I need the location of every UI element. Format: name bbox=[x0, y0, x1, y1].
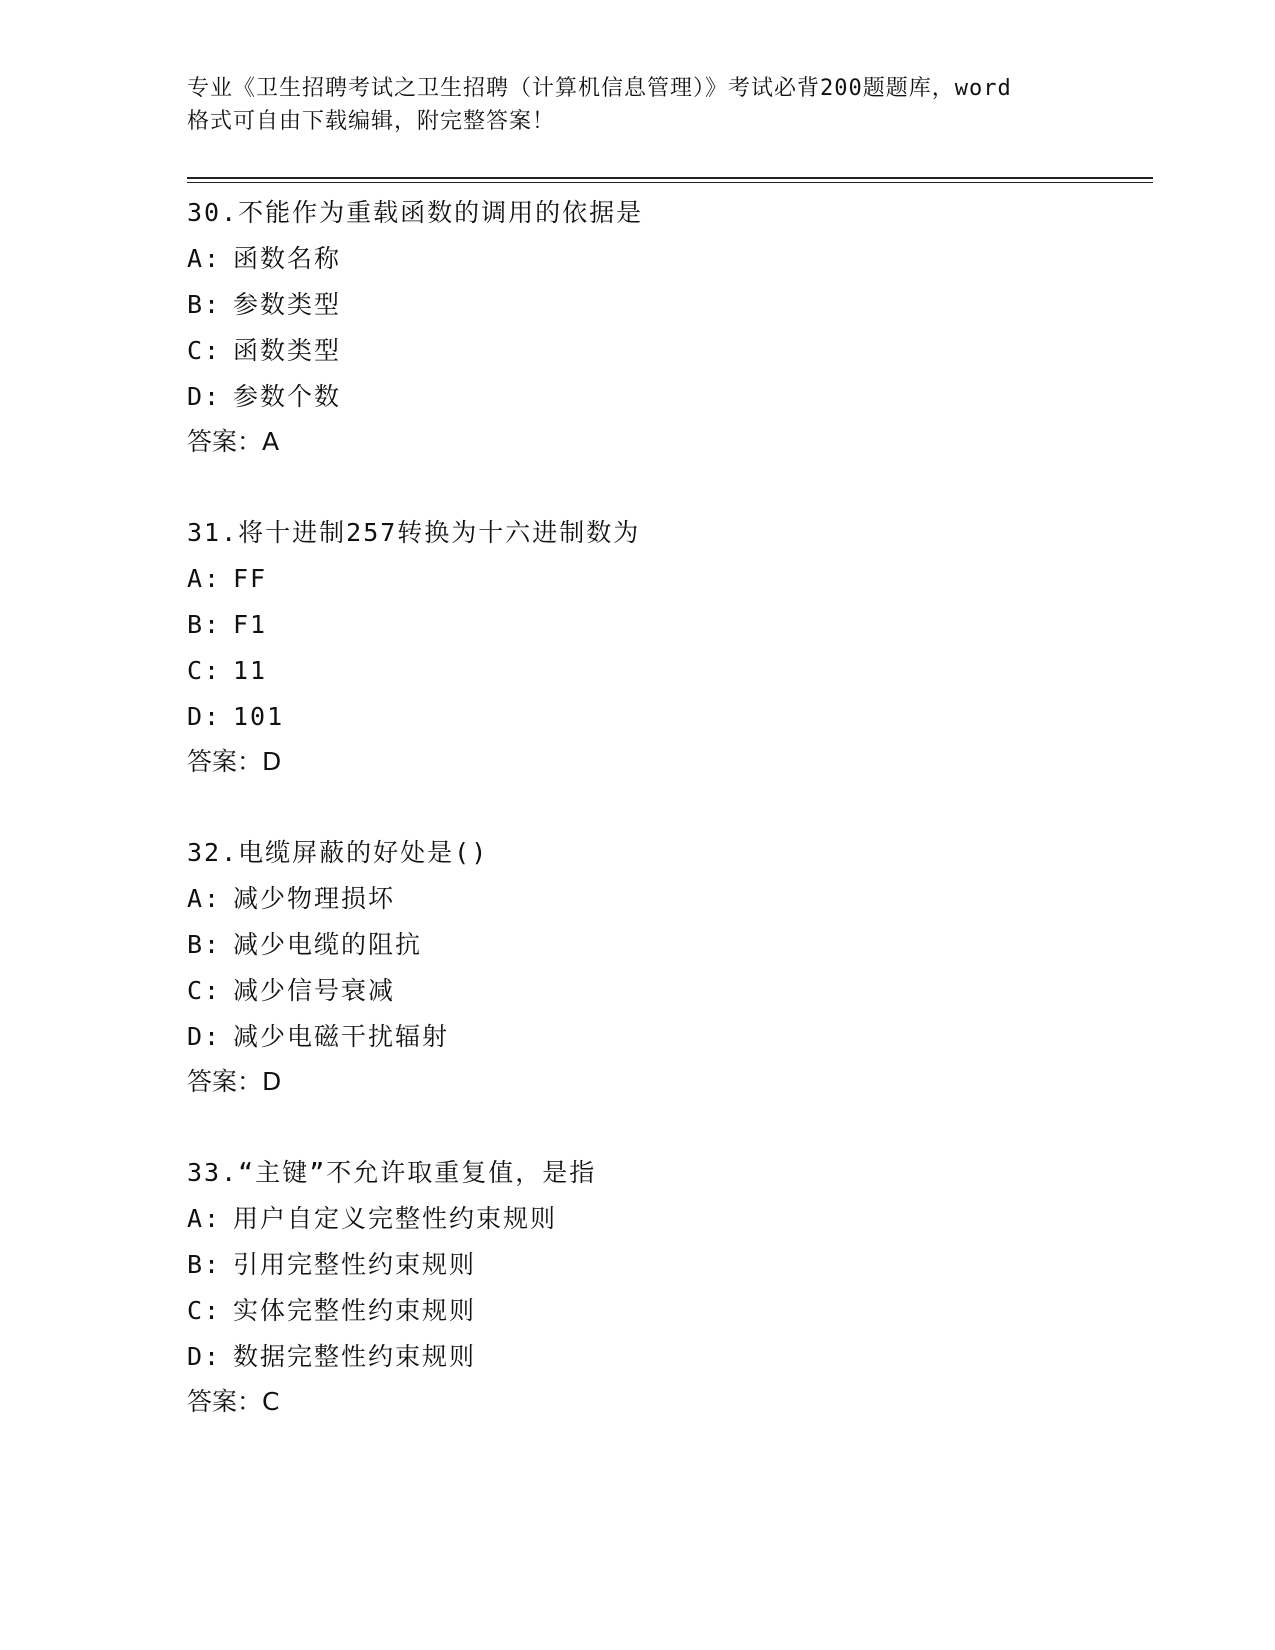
option-b bbox=[187, 922, 1147, 968]
option-text: 函数名称 bbox=[233, 244, 342, 273]
option-b bbox=[187, 1242, 1147, 1288]
option-text: 引用完整性约束规则 bbox=[233, 1250, 477, 1279]
option-text: 减少电缆的阻抗 bbox=[233, 930, 423, 959]
option-text: 用户自定义完整性约束规则 bbox=[233, 1204, 558, 1233]
answer-line: 答案：A bbox=[187, 427, 280, 456]
question-32 bbox=[187, 830, 1147, 1104]
option-label: A: bbox=[187, 884, 222, 913]
option-label: C: bbox=[187, 656, 222, 685]
answer-line: 答案：C bbox=[187, 1387, 280, 1416]
option-label: B: bbox=[187, 930, 222, 959]
option-label: D: bbox=[187, 1342, 222, 1371]
header-line-2: 格式可自由下载编辑，附完整答案！ bbox=[187, 109, 556, 134]
question-30 bbox=[187, 190, 1147, 464]
question-stem: 30.不能作为重载函数的调用的依据是 bbox=[187, 198, 644, 227]
option-label: C: bbox=[187, 976, 222, 1005]
question-stem: 32.电缆屏蔽的好处是() bbox=[187, 838, 489, 867]
option-d bbox=[187, 1334, 1147, 1380]
option-label: C: bbox=[187, 336, 222, 365]
option-d bbox=[187, 1014, 1147, 1060]
option-text: 实体完整性约束规则 bbox=[233, 1296, 477, 1325]
document-header bbox=[187, 72, 1087, 138]
option-c bbox=[187, 1288, 1147, 1334]
answer-line: 答案：D bbox=[187, 747, 282, 776]
question-33 bbox=[187, 1150, 1147, 1424]
option-a bbox=[187, 556, 1147, 602]
question-31 bbox=[187, 510, 1147, 784]
option-a bbox=[187, 236, 1147, 282]
option-label: C: bbox=[187, 1296, 222, 1325]
answer-line: 答案：D bbox=[187, 1067, 282, 1096]
question-stem: 33.“主键”不允许取重复值，是指 bbox=[187, 1158, 597, 1187]
option-a bbox=[187, 1196, 1147, 1242]
option-text: 减少信号衰减 bbox=[233, 976, 396, 1005]
option-label: B: bbox=[187, 290, 222, 319]
option-text: FF bbox=[233, 564, 268, 593]
option-label: D: bbox=[187, 702, 222, 731]
header-divider-thick bbox=[187, 177, 1153, 179]
option-c bbox=[187, 328, 1147, 374]
option-label: A: bbox=[187, 244, 222, 273]
option-label: D: bbox=[187, 1022, 222, 1051]
option-c bbox=[187, 648, 1147, 694]
header-divider-thin bbox=[187, 182, 1153, 183]
option-text: 数据完整性约束规则 bbox=[233, 1342, 477, 1371]
option-d bbox=[187, 374, 1147, 420]
option-text: 减少电磁干扰辐射 bbox=[233, 1022, 450, 1051]
option-text: 减少物理损坏 bbox=[233, 884, 396, 913]
option-a bbox=[187, 876, 1147, 922]
option-text: 参数类型 bbox=[233, 290, 342, 319]
option-text: F1 bbox=[233, 610, 268, 639]
option-label: A: bbox=[187, 564, 222, 593]
option-b bbox=[187, 282, 1147, 328]
option-c bbox=[187, 968, 1147, 1014]
option-b bbox=[187, 602, 1147, 648]
option-d bbox=[187, 694, 1147, 740]
option-text: 101 bbox=[233, 702, 285, 731]
option-label: D: bbox=[187, 382, 222, 411]
option-text: 11 bbox=[233, 656, 268, 685]
question-stem: 31.将十进制257转换为十六进制数为 bbox=[187, 518, 641, 547]
option-label: A: bbox=[187, 1204, 222, 1233]
option-text: 函数类型 bbox=[233, 336, 342, 365]
option-label: B: bbox=[187, 1250, 222, 1279]
option-text: 参数个数 bbox=[233, 382, 342, 411]
header-line-1: 专业《卫生招聘考试之卫生招聘（计算机信息管理）》考试必背200题题库，word bbox=[187, 76, 1012, 101]
question-list bbox=[187, 190, 1147, 1470]
option-label: B: bbox=[187, 610, 222, 639]
